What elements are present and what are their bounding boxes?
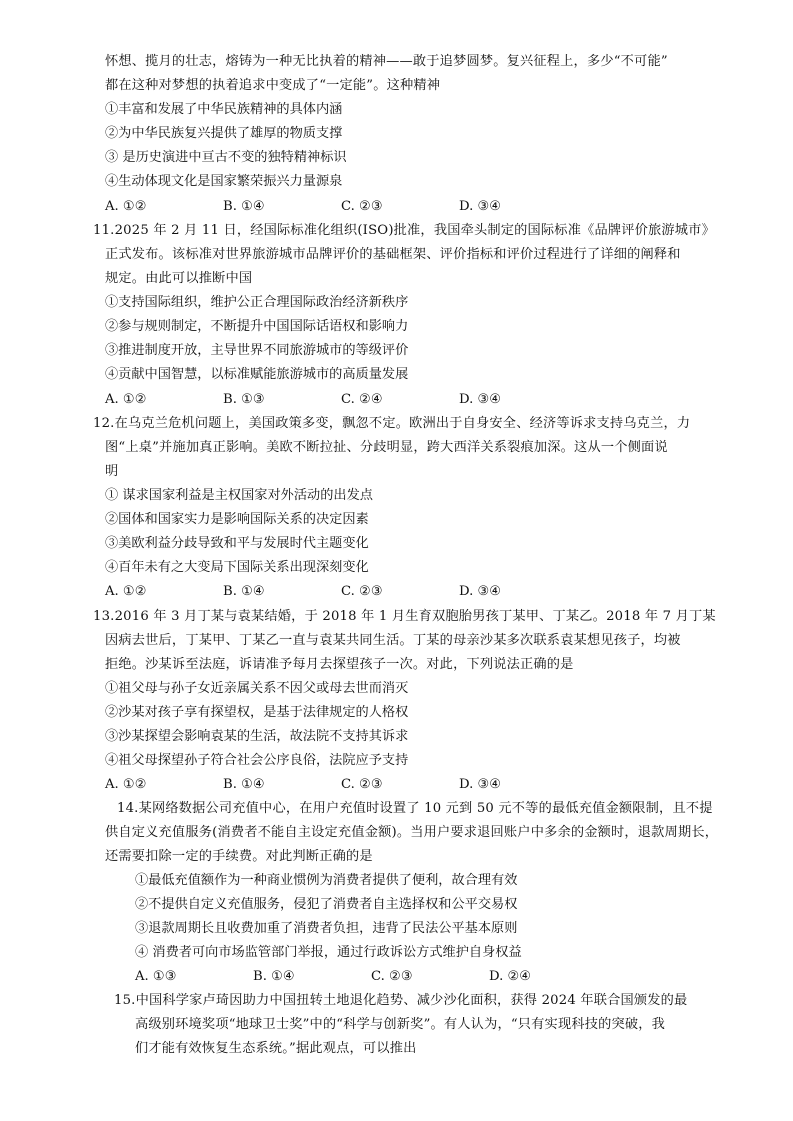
- answer-a: A. ①③: [135, 969, 177, 984]
- question-stem-line: 供自定义充值服务(消费者不能自主设定充值金额)。当用户要求退回账户中多余的金额时，退款周期长，: [105, 825, 719, 840]
- answer-d: D. ③④: [459, 199, 502, 214]
- question-stem-line: 们才能有效恢复生态系统。”据此观点，可以推出: [135, 1041, 417, 1056]
- question-stem-line: 15.中国科学家卢琦因助力中国扭转土地退化趋势、减少沙化面积，获得 2024 年联合国颁发的最: [114, 993, 688, 1008]
- answer-b: B. ①④: [223, 199, 265, 214]
- question-stem-line: 规定。由此可以推断中国: [105, 271, 253, 286]
- option-1: ①最低充值额作为一种商业惯例为消费者提供了便利，故合理有效: [135, 873, 518, 888]
- option-2: ②沙某对孩子享有探望权，是基于法律规定的人格权: [105, 705, 409, 720]
- answer-c: C. ②④: [341, 392, 383, 407]
- question-stem-line: 拒绝。沙某诉至法庭，诉请准予每月去探望孩子一次。对此，下列说法正确的是: [105, 657, 574, 672]
- question-stem-line: 12.在乌克兰危机问题上，美国政策多变，飘忽不定。欧洲出于自身安全、经济等诉求支持乌克兰，力: [93, 416, 691, 431]
- answer-c: C. ②③: [341, 777, 383, 792]
- question-stem-line: 11.2025 年 2 月 11 日，经国际标准化组织(ISO)批准，我国牵头制定的国际标准《品牌评价旅游城市》: [93, 223, 715, 238]
- option-3: ③退款周期长且收费加重了消费者负担，违背了民法公平基本原则: [135, 921, 518, 936]
- answer-d: D. ③④: [459, 392, 502, 407]
- answer-a: A. ①②: [105, 199, 147, 214]
- question-stem-line: 因病去世后，丁某甲、丁某乙一直与袁某共同生活。丁某的母亲沙某多次联系袁某想见孩子，均被: [105, 633, 681, 648]
- option-2: ②国体和国家实力是影响国际关系的决定因素: [105, 512, 369, 527]
- option-4: ④ 消费者可向市场监管部门举报，通过行政诉讼方式维护自身权益: [135, 945, 522, 960]
- answer-a: A. ①②: [105, 584, 147, 599]
- question-stem-line: 还需要扣除一定的手续费。对此判断正确的是: [105, 849, 373, 864]
- option-2: ②参与规则制定，不断提升中国国际话语权和影响力: [105, 319, 409, 334]
- option-2: ②不提供自定义充值服务，侵犯了消费者自主选择权和公平交易权: [135, 897, 518, 912]
- question-stem-line: 正式发布。该标准对世界旅游城市品牌评价的基础框架、评价指标和评价过程进行了详细的阐释和: [105, 247, 681, 262]
- answer-b: B. ①④: [223, 584, 265, 599]
- answer-b: B. ①④: [223, 777, 265, 792]
- answer-b: B. ①③: [223, 392, 265, 407]
- option-1: ①祖父母与孙子女近亲属关系不因父或母去世而消灭: [105, 681, 409, 696]
- option-1: ① 谋求国家利益是主权国家对外活动的出发点: [105, 488, 373, 503]
- question-stem-line: 高级别环境奖项“地球卫士奖”中的“科学与创新奖”。有人认为，“只有实现科技的突破，我: [135, 1017, 666, 1032]
- option-2: ②为中华民族复兴提供了雄厚的物质支撑: [105, 126, 343, 141]
- option-3: ③美欧利益分歧导致和平与发展时代主题变化: [105, 536, 369, 551]
- answer-a: A. ①②: [105, 392, 147, 407]
- question-stem-line: 14.某网络数据公司充值中心，在用户充值时设置了 10 元到 50 元不等的最低充值金额限制，且不提: [117, 801, 713, 816]
- answer-d: D. ②④: [489, 969, 532, 984]
- option-4: ④生动体现文化是国家繁荣振兴力量源泉: [105, 174, 343, 189]
- option-1: ①支持国际组织，维护公正合理国际政治经济新秩序: [105, 295, 409, 310]
- option-4: ④祖父母探望孙子符合社会公序良俗，法院应予支持: [105, 753, 409, 768]
- answer-a: A. ①②: [105, 777, 147, 792]
- option-3: ③ 是历史演进中亘古不变的独特精神标识: [105, 150, 347, 165]
- answer-d: D. ③④: [459, 777, 502, 792]
- question-stem-line: 都在这种对梦想的执着追求中变成了“一定能”。这种精神: [105, 78, 441, 93]
- answer-d: D. ③④: [459, 584, 502, 599]
- option-1: ①丰富和发展了中华民族精神的具体内涵: [105, 102, 343, 117]
- answer-c: C. ②③: [341, 199, 383, 214]
- option-4: ④贡献中国智慧，以标准赋能旅游城市的高质量发展: [105, 367, 409, 382]
- answer-c: C. ②③: [341, 584, 383, 599]
- question-stem-line: 明: [105, 464, 119, 479]
- question-stem-line: 图“上桌”并施加真正影响。美欧不断拉扯、分歧明显，跨大西洋关系裂痕加深。这从一个侧面说: [105, 440, 668, 455]
- question-stem-line: 13.2016 年 3 月丁某与袁某结婚，于 2018 年 1 月生育双胞胎男孩丁某甲、丁某乙。2018 年 7 月丁某: [93, 609, 716, 624]
- answer-b: B. ①④: [253, 969, 295, 984]
- answer-c: C. ②③: [371, 969, 413, 984]
- question-stem-line: 怀想、揽月的壮志，熔铸为一种无比执着的精神——敢于追梦圆梦。复兴征程上，多少“不可能”: [105, 54, 668, 69]
- option-3: ③推进制度开放，主导世界不同旅游城市的等级评价: [105, 343, 409, 358]
- option-3: ③沙某探望会影响袁某的生活，故法院不支持其诉求: [105, 729, 409, 744]
- option-4: ④百年未有之大变局下国际关系出现深刻变化: [105, 560, 369, 575]
